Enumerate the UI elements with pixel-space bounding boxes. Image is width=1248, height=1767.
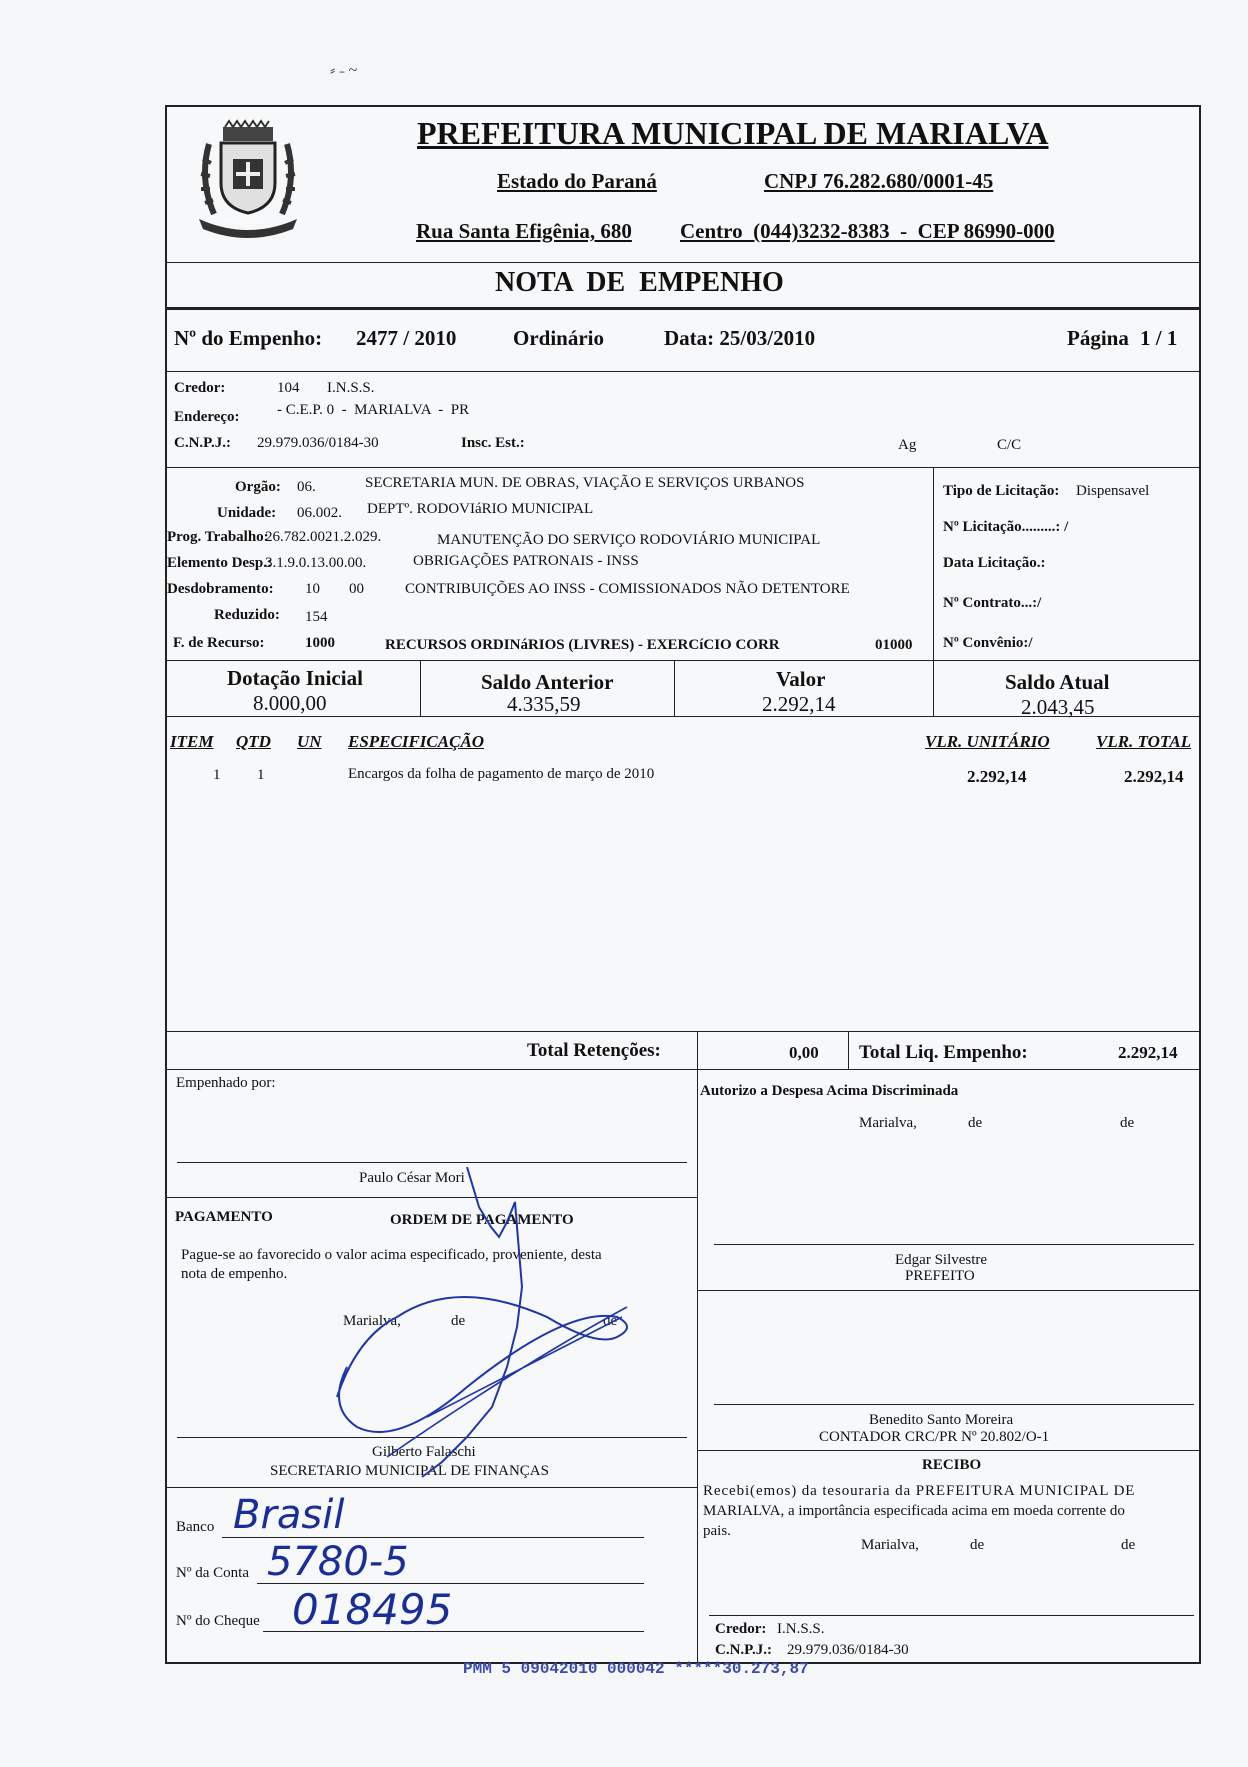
scan-mark: ⸗ ˗ ~ bbox=[330, 62, 358, 79]
col-vlr-unitario: VLR. UNITÁRIO bbox=[925, 732, 1050, 751]
licitacao-number: Nº Licitação.........: / bbox=[943, 519, 1069, 535]
pagamento-de-1: de bbox=[451, 1313, 466, 1329]
contador-role: CONTADOR CRC/PR Nº 20.802/O-1 bbox=[819, 1429, 1050, 1445]
recurso-code: 1000 bbox=[305, 635, 335, 651]
recibo-cnpj-label: C.N.P.J.: bbox=[715, 1642, 772, 1658]
col-un: UN bbox=[297, 732, 322, 751]
municipal-seal bbox=[189, 119, 307, 239]
prog-desc: MANUTENÇÃO DO SERVIÇO RODOVIÁRIO MUNICIPAL bbox=[437, 532, 821, 548]
total-retencoes-label: Total Retenções: bbox=[527, 1040, 661, 1061]
banco-label: Banco bbox=[176, 1519, 215, 1535]
orgao-desc: SECRETARIA MUN. DE OBRAS, VIAÇÃO E SERVIÇOS URBANOS bbox=[365, 475, 805, 491]
secretario-role: SECRETARIO MUNICIPAL DE FINANÇAS bbox=[270, 1463, 549, 1479]
doc-title: NOTA DE EMPENHO bbox=[495, 267, 784, 298]
recibo-credor-label: Credor: bbox=[715, 1621, 767, 1637]
nota-de-empenho-form bbox=[165, 105, 1201, 1664]
recibo-de-2: de bbox=[1121, 1537, 1136, 1553]
conta-handwritten: 5780-5 bbox=[267, 1539, 409, 1585]
recibo-text-2: MARIALVA, a importância especificada acima em moeda corrente do bbox=[703, 1503, 1125, 1519]
header-title: PREFEITURA MUNICIPAL DE MARIALVA bbox=[417, 115, 1049, 151]
saldo-atual-value: 2.043,45 bbox=[1021, 695, 1095, 719]
empenho-number: 2477 / 2010 bbox=[356, 326, 457, 350]
valor-label: Valor bbox=[776, 667, 826, 691]
autorizo-de-1: de bbox=[968, 1115, 983, 1131]
header-state: Estado do Paraná bbox=[497, 169, 657, 193]
total-retencoes-value: 0,00 bbox=[789, 1043, 819, 1062]
desdobramento-code2: 00 bbox=[349, 581, 364, 597]
reduzido-label: Reduzido: bbox=[214, 607, 280, 623]
item-qtd: 1 bbox=[257, 767, 265, 783]
desdobramento-code1: 10 bbox=[305, 581, 320, 597]
total-liq-label: Total Liq. Empenho: bbox=[859, 1042, 1028, 1063]
saldo-anterior-value: 4.335,59 bbox=[507, 692, 581, 716]
licitacao-tipo-label: Tipo de Licitação: bbox=[943, 483, 1060, 499]
contador-name: Benedito Santo Moreira bbox=[869, 1412, 1014, 1428]
prog-label: Prog. Trabalho: bbox=[167, 529, 269, 545]
recibo-place: Marialva, bbox=[861, 1537, 919, 1553]
prog-code: 26.782.0021.2.029. bbox=[265, 529, 382, 545]
elemento-desc: OBRIGAÇÕES PATRONAIS - INSS bbox=[413, 553, 639, 569]
recibo-cnpj: 29.979.036/0184-30 bbox=[787, 1642, 909, 1658]
pagamento-text-1: Pague-se ao favorecido o valor acima especificado, proveniente, desta bbox=[181, 1247, 602, 1263]
prefeito-name: Edgar Silvestre bbox=[895, 1252, 988, 1268]
conta-label: Nº da Conta bbox=[176, 1565, 249, 1581]
recibo-credor: I.N.S.S. bbox=[777, 1621, 825, 1637]
recibo-text-3: pais. bbox=[703, 1523, 731, 1539]
elemento-code: 3.1.9.0.13.00.00. bbox=[265, 555, 367, 571]
valor-value: 2.292,14 bbox=[762, 692, 836, 716]
page-number: 1 / 1 bbox=[1140, 326, 1178, 350]
col-vlr-total: VLR. TOTAL bbox=[1096, 732, 1192, 751]
credor-code: 104 bbox=[277, 380, 300, 396]
licitacao-tipo: Dispensavel bbox=[1076, 483, 1150, 499]
cheque-handwritten: 018495 bbox=[292, 1585, 453, 1634]
elemento-label: Elemento Desp.: bbox=[167, 555, 272, 571]
item-especificacao: Encargos da folha de pagamento de março de 2010 bbox=[348, 766, 655, 782]
handwritten-signature bbox=[267, 1167, 687, 1487]
dotacao-inicial-value: 8.000,00 bbox=[253, 691, 327, 715]
empenho-date: Data: 25/03/2010 bbox=[664, 326, 816, 350]
credor-name: I.N.S.S. bbox=[327, 380, 375, 396]
desdobramento-desc: CONTRIBUIÇÕES AO INSS - COMISSIONADOS NÃO DETENTORE bbox=[405, 581, 850, 597]
credor-address: - C.E.P. 0 - MARIALVA - PR bbox=[277, 402, 470, 418]
empenhado-name: Paulo César Mori bbox=[359, 1170, 465, 1186]
col-item: ITEM bbox=[170, 732, 214, 751]
item-vlr-unitario: 2.292,14 bbox=[967, 767, 1027, 786]
unidade-desc: DEPTº. RODOVIáRIO MUNICIPAL bbox=[367, 501, 594, 517]
ordem-pagamento-label: ORDEM DE PAGAMENTO bbox=[390, 1212, 574, 1228]
saldo-atual-label: Saldo Atual bbox=[1005, 670, 1110, 694]
item-number: 1 bbox=[213, 767, 221, 783]
credor-cnpj-label: C.N.P.J.: bbox=[174, 435, 231, 451]
recibo-de-1: de bbox=[970, 1537, 985, 1553]
total-liq-value: 2.292,14 bbox=[1118, 1043, 1178, 1062]
header-address: Rua Santa Efigênia, 680 bbox=[416, 219, 632, 243]
empenho-type: Ordinário bbox=[513, 326, 605, 350]
page-label: Página bbox=[1067, 326, 1129, 350]
empenhado-label: Empenhado por: bbox=[176, 1075, 276, 1091]
banco-handwritten: Brasil bbox=[233, 1492, 345, 1538]
prefeito-role: PREFEITO bbox=[905, 1268, 975, 1284]
saldo-anterior-label: Saldo Anterior bbox=[481, 670, 614, 694]
convenio-number: Nº Convênio:/ bbox=[943, 635, 1033, 651]
cheque-label: Nº do Cheque bbox=[176, 1613, 260, 1629]
contrato-number: Nº Contrato...:/ bbox=[943, 595, 1042, 611]
item-vlr-total: 2.292,14 bbox=[1124, 767, 1184, 786]
processing-stamp: PMM 5 09042010 000042 *****30.273,87 bbox=[463, 1660, 809, 1678]
credor-address-label: Endereço: bbox=[174, 409, 240, 425]
dotacao-inicial-label: Dotação Inicial bbox=[227, 666, 363, 690]
licitacao-date: Data Licitação.: bbox=[943, 555, 1046, 571]
credor-label: Credor: bbox=[174, 380, 226, 396]
recurso-desc: RECURSOS ORDINáRIOS (LIVRES) - EXERCíCIO CORR bbox=[385, 637, 780, 653]
reduzido-value: 154 bbox=[305, 609, 328, 625]
pagamento-place: Marialva, bbox=[343, 1313, 401, 1329]
credor-cnpj: 29.979.036/0184-30 bbox=[257, 435, 379, 451]
ag-label: Ag bbox=[898, 437, 917, 453]
recibo-label: RECIBO bbox=[922, 1457, 982, 1473]
header-contact: Centro (044)3232-8383 - CEP 86990-000 bbox=[680, 219, 1055, 243]
empenho-number-label: Nº do Empenho: bbox=[174, 326, 323, 350]
desdobramento-label: Desdobramento: bbox=[167, 581, 274, 597]
recurso-label: F. de Recurso: bbox=[173, 635, 265, 651]
cc-label: C/C bbox=[997, 437, 1022, 453]
orgao-label: Orgão: bbox=[235, 479, 281, 495]
unidade-label: Unidade: bbox=[217, 505, 277, 521]
autorizo-place: Marialva, bbox=[859, 1115, 917, 1131]
unidade-code: 06.002. bbox=[297, 505, 342, 521]
col-especificacao: ESPECIFICAÇÃO bbox=[348, 732, 485, 751]
insc-est-label: Insc. Est.: bbox=[461, 435, 525, 451]
pagamento-de-2: de bbox=[603, 1313, 618, 1329]
col-qtd: QTD bbox=[236, 732, 271, 751]
pagamento-label: PAGAMENTO bbox=[175, 1209, 273, 1225]
autorizo-de-2: de bbox=[1120, 1115, 1135, 1131]
autorizo-label: Autorizo a Despesa Acima Discriminada bbox=[700, 1083, 959, 1099]
seal-text: MARIALVA bbox=[225, 217, 265, 226]
secretario-name: Gilberto Falaschi bbox=[372, 1444, 476, 1460]
recibo-text-1: Recebi(emos) da tesouraria da PREFEITURA MUNICIPAL DE bbox=[703, 1483, 1136, 1499]
pagamento-text-2: nota de empenho. bbox=[181, 1266, 288, 1282]
recurso-code2: 01000 bbox=[875, 637, 913, 653]
header-cnpj: CNPJ 76.282.680/0001-45 bbox=[764, 169, 994, 193]
orgao-code: 06. bbox=[297, 479, 316, 495]
